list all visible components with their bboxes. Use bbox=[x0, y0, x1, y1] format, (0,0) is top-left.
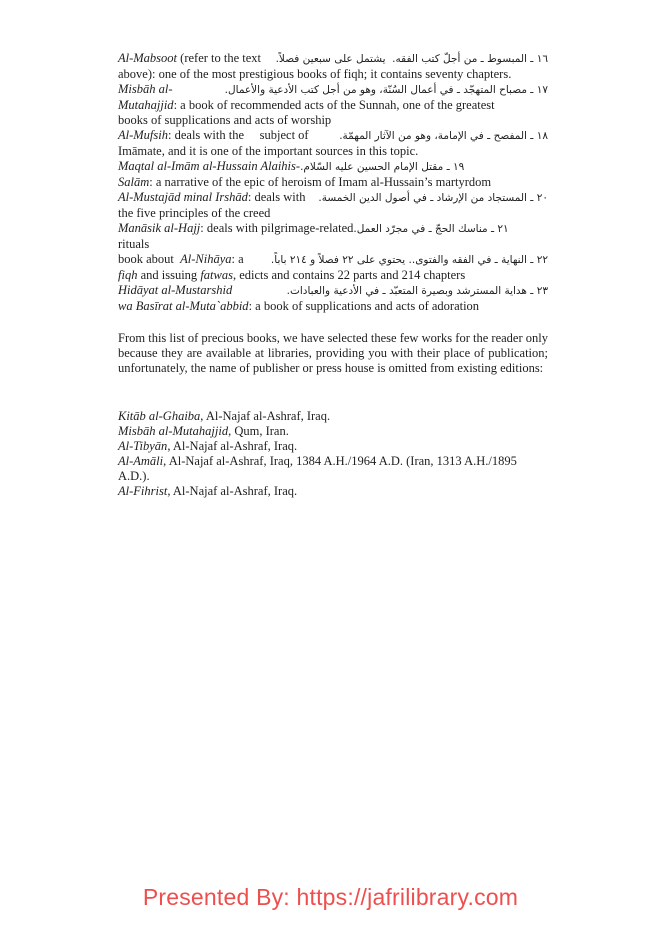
book-title-text: wa Basīrat al-Muta`abbid bbox=[118, 299, 249, 313]
publication-item bbox=[118, 439, 548, 454]
arabic-text: ٢٣ ـ هداية المسترشد وبصيرة المتعبّد ـ في الأدعية والعبادات. bbox=[286, 285, 548, 297]
book-title-text: Al-Amāli bbox=[118, 454, 164, 468]
body-text: , Al-Najaf al-Ashraf, Iraq. bbox=[200, 409, 331, 423]
english-text bbox=[118, 67, 511, 81]
english-text bbox=[118, 144, 418, 158]
english-text bbox=[118, 283, 232, 298]
body-text: : a narrative of the epic of heroism of Imam al-Hussain’s martyrdom bbox=[149, 175, 492, 189]
english-text bbox=[118, 190, 306, 205]
book-title-text: Al-Nihāya bbox=[180, 252, 232, 266]
arabic-text: ١٦ ـ المبسوط ـ من أجلّ كتب الفقه. يشتمل على سبعين فصلاً. bbox=[275, 53, 548, 65]
book-title-text: Al-Tibyān bbox=[118, 439, 168, 453]
arabic-text: ١٨ ـ المفصح ـ في الإمامة، وهو من الآثار المهمّة. bbox=[339, 130, 548, 142]
text-line bbox=[118, 175, 548, 190]
entry-line bbox=[118, 128, 548, 144]
text-line bbox=[118, 98, 548, 113]
body-text: books of supplications and acts of worship bbox=[118, 113, 332, 127]
body-text: , edicts and contains 22 parts and 214 chapters bbox=[232, 268, 466, 282]
body-text: book about bbox=[118, 252, 181, 266]
body-text: : deals with the subject of bbox=[168, 128, 309, 142]
english-text bbox=[118, 237, 149, 251]
english-text bbox=[118, 128, 309, 143]
english-text bbox=[118, 159, 300, 174]
english-text bbox=[118, 113, 331, 127]
english-text bbox=[118, 252, 244, 267]
footer-link[interactable]: https://jafrilibrary.com bbox=[296, 884, 519, 910]
book-title-text: fatwas bbox=[200, 268, 233, 282]
body-text: : deals with pilgrimage-related bbox=[200, 221, 354, 235]
publication-item bbox=[118, 424, 548, 439]
english-text bbox=[118, 268, 465, 282]
body-text: above): one of the most prestigious books of fiqh; it contains seventy chapters. bbox=[118, 67, 512, 81]
book-title-text: fiqh bbox=[118, 268, 138, 282]
publication-list bbox=[118, 409, 548, 499]
body-text: : deals with bbox=[247, 190, 306, 204]
body-text: rituals bbox=[118, 237, 150, 251]
arabic-text: ١٩ ـ مقتل الإمام الحسين عليه السّلام. bbox=[300, 161, 465, 173]
body-text: , Al-Najaf al-Ashraf, Iraq. bbox=[167, 484, 298, 498]
entry-line bbox=[118, 221, 548, 237]
body-text: and issuing bbox=[137, 268, 201, 282]
english-text bbox=[118, 51, 261, 66]
body-text: : a bbox=[231, 252, 244, 266]
text-line bbox=[118, 113, 548, 128]
arabic-text: ٢٠ ـ المستجاد من الإرشاد ـ في أصول الدين الخمسة. bbox=[318, 192, 548, 204]
book-title-text: Hidāyat al-Mustarshid bbox=[118, 283, 233, 297]
entry-line bbox=[118, 190, 548, 206]
text-line bbox=[118, 268, 548, 283]
english-text bbox=[118, 98, 495, 112]
book-title-text: Mutahajjid bbox=[118, 98, 174, 112]
book-title-text: Kitāb al-Ghaiba bbox=[118, 409, 201, 423]
publication-item bbox=[118, 484, 548, 499]
arabic-text: ١٧ ـ مصباح المتهجّد ـ في أعمال السُنّة، وهو من أجل كتب الأدعية والأعمال. bbox=[224, 84, 548, 96]
entry-line bbox=[118, 82, 548, 98]
book-title-text: Al-Mustajād minal Irshād bbox=[118, 190, 248, 204]
english-text bbox=[118, 299, 479, 313]
footer-prefix-text: Presented By: bbox=[142, 884, 297, 910]
body-text: : a book of recommended acts of the Sunnah, one of the greatest bbox=[173, 98, 495, 112]
arabic-text: ٢١ ـ مناسك الحجّ ـ في مجرّد العمل. bbox=[353, 223, 509, 235]
entry-line bbox=[118, 283, 548, 299]
page-content bbox=[118, 51, 548, 499]
english-text bbox=[118, 82, 173, 97]
text-line bbox=[118, 237, 548, 252]
arabic-text: ٢٢ ـ النهاية ـ في الفقه والفتوى.. يحتوي على ٢٢ فصلاً و ٢١٤ باباً. bbox=[270, 254, 548, 266]
english-text bbox=[118, 221, 353, 236]
entry-line bbox=[118, 51, 548, 67]
book-title-text: Al-Fihrist bbox=[118, 484, 168, 498]
body-text: Imāmate, and it is one of the important sources in this topic. bbox=[118, 144, 419, 158]
entry-line bbox=[118, 252, 548, 268]
english-text bbox=[118, 175, 491, 189]
book-title-text: Salām bbox=[118, 175, 150, 189]
book-title-text: Misbāh al-Mutahajjid bbox=[118, 424, 229, 438]
body-text: : a book of supplications and acts of adoration bbox=[248, 299, 480, 313]
book-title-text: Al-Mabsoot bbox=[118, 51, 178, 65]
intro-paragraph: From this list of precious books, we have selected these few works for the reader only because they are available at libraries, providing you with their place of publication; unfortunately, the name of publisher or press house is omitted from existing editions: bbox=[118, 331, 548, 375]
body-text: the five principles of the creed bbox=[118, 206, 271, 220]
book-entries-section bbox=[118, 51, 548, 314]
book-title-text: Misbāh al- bbox=[118, 82, 173, 96]
text-line bbox=[118, 144, 548, 159]
book-title-text: Maqtal al-Imām al-Hussain Alaihis- bbox=[118, 159, 301, 173]
text-line bbox=[118, 206, 548, 221]
body-text: , Qum, Iran. bbox=[228, 424, 289, 438]
publication-item bbox=[118, 409, 548, 424]
body-text: , Al-Najaf al-Ashraf, Iraq. bbox=[167, 439, 298, 453]
publication-item bbox=[118, 454, 548, 484]
book-title-text: Manāsik al-Hajj bbox=[118, 221, 201, 235]
entry-line bbox=[118, 159, 548, 175]
body-text: (refer to the text bbox=[177, 51, 262, 65]
text-line bbox=[118, 299, 548, 314]
body-text: , Al-Najaf al-Ashraf, Iraq, 1384 A.H./1964 A.D. (Iran, 1313 A.H./1895 A.D.). bbox=[118, 454, 520, 483]
english-text bbox=[118, 206, 270, 220]
text-line bbox=[118, 67, 548, 82]
footer-credit bbox=[0, 884, 661, 911]
book-title-text: Al-Mufsih bbox=[118, 128, 168, 142]
